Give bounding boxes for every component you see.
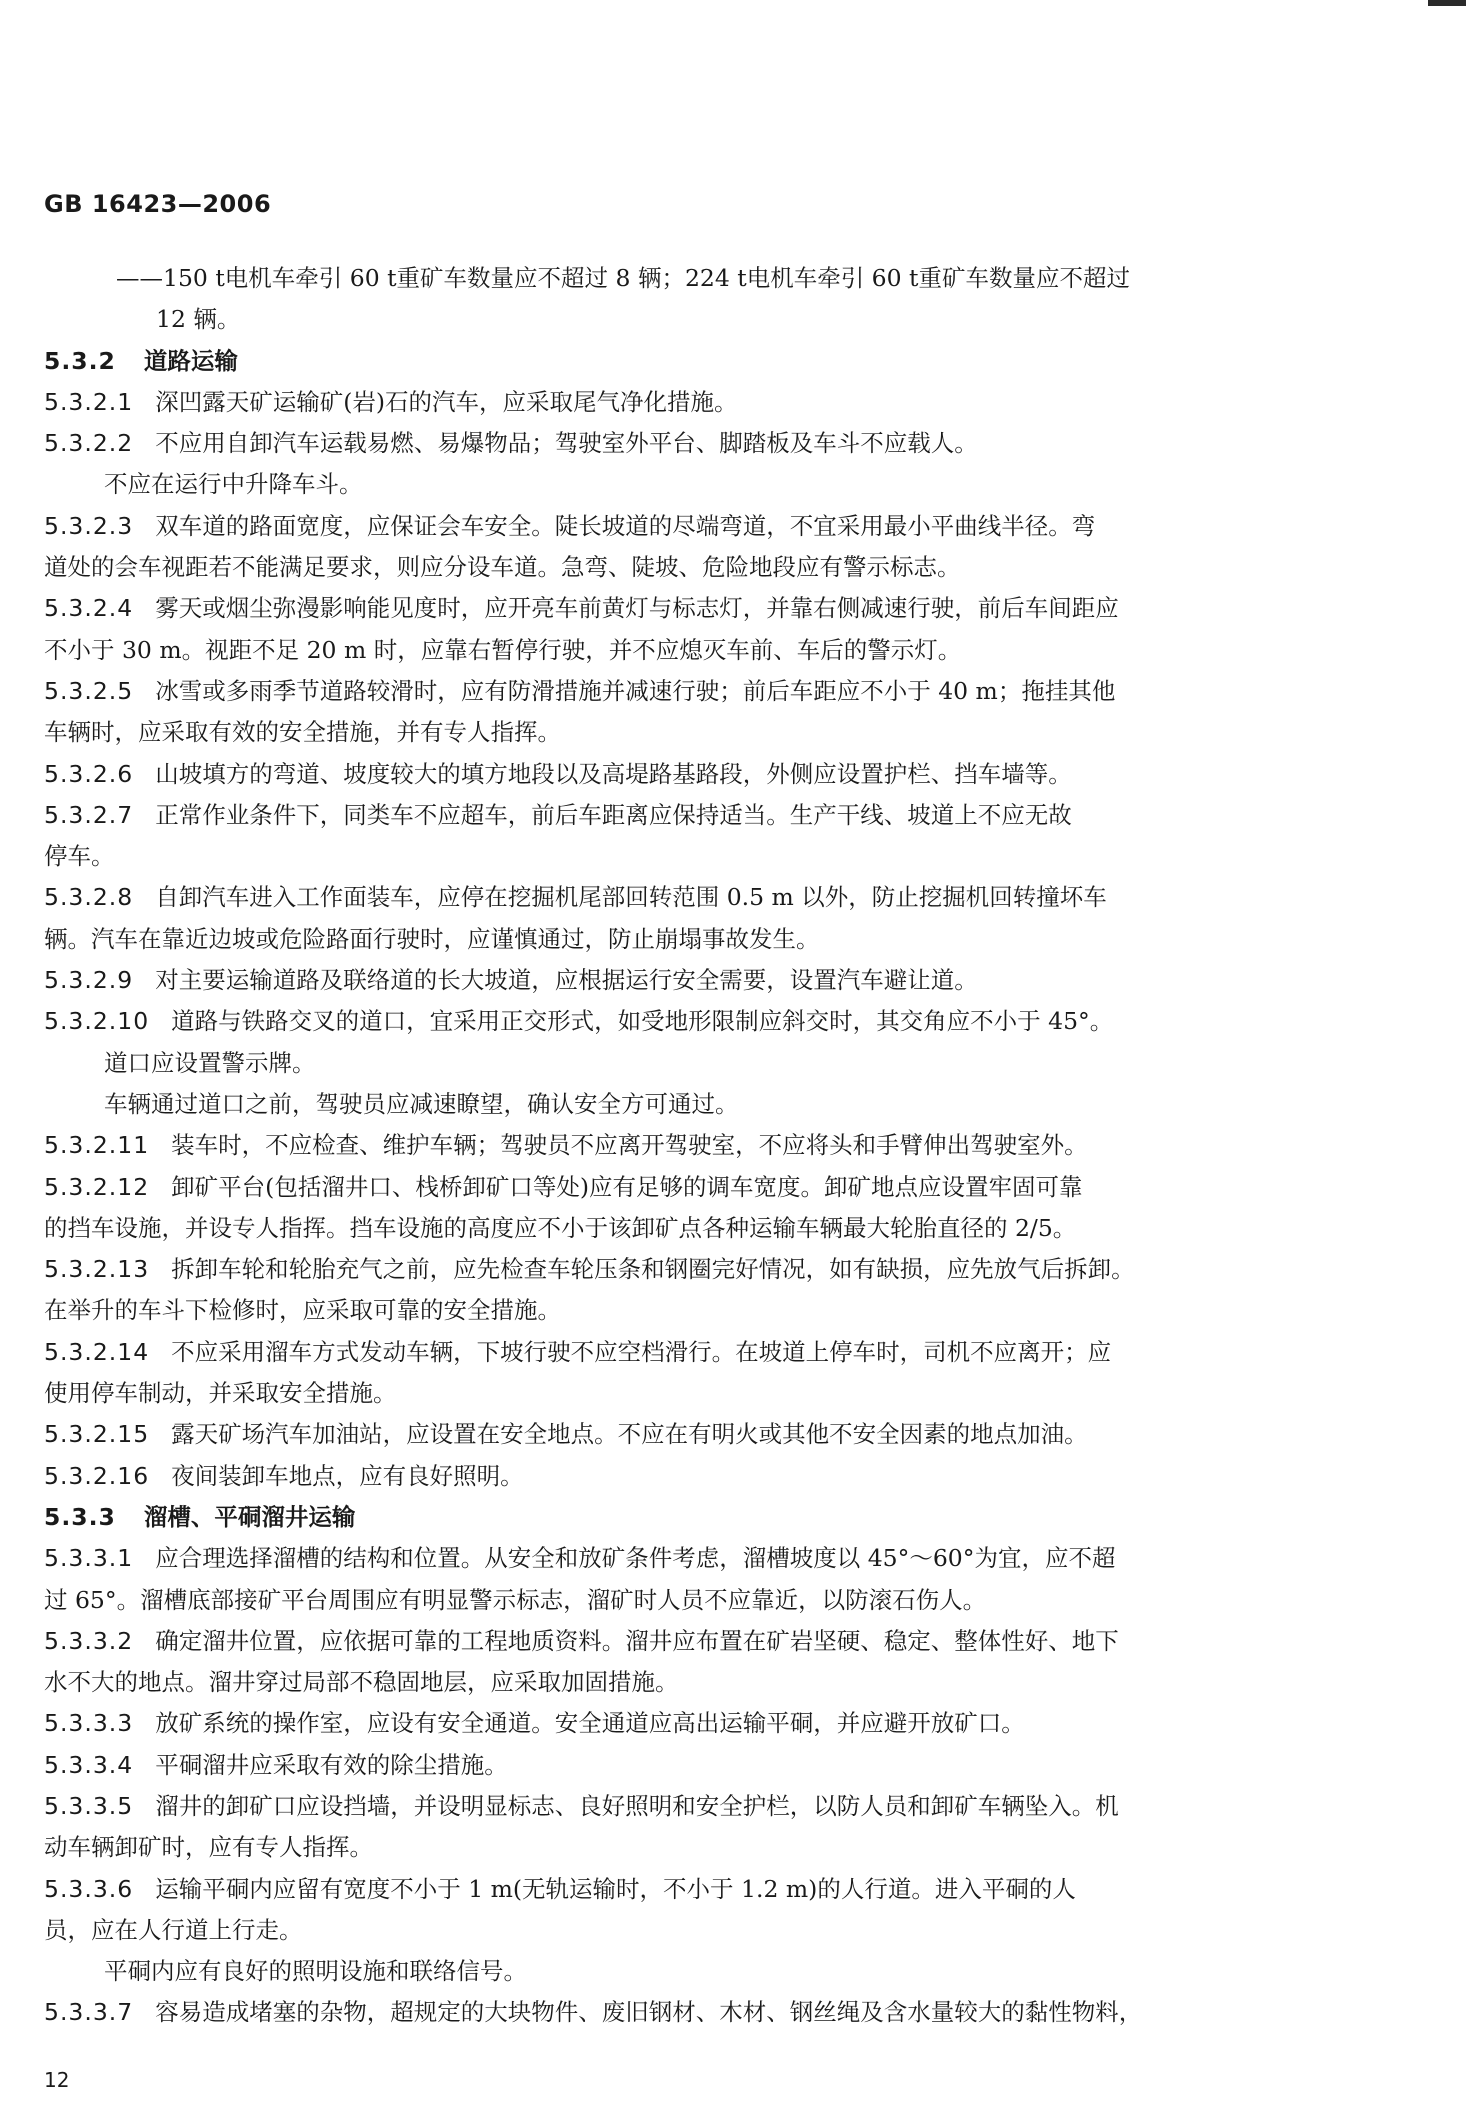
line-text: ——150 t电机车牵引 60 t重矿车数量应不超过 8 辆；224 t电机车牵引 60 t重矿车数量应不超过 [116, 264, 1130, 292]
clause-line [44, 1869, 1324, 1910]
line-text: 平硐内应有良好的照明设施和联络信号。 [104, 1957, 527, 1986]
line-text: 双车道的路面宽度，应保证会车安全。陡长坡道的尽端弯道，不宜采用最小平曲线半径。弯 [155, 511, 1096, 540]
paragraph-line [44, 464, 1324, 505]
clause-line [44, 1332, 1324, 1373]
section-heading [44, 1497, 1324, 1538]
line-text: 不应在运行中升降车斗。 [104, 470, 363, 499]
clause-number: 5.3.2.10 [44, 1007, 150, 1036]
document-code: GB 16423—2006 [44, 190, 272, 218]
clause-line [44, 1786, 1324, 1827]
clause-number: 5.3.2.15 [44, 1420, 150, 1449]
clause-number: 5.3.2.16 [44, 1461, 150, 1490]
clause-number: 5.3.3 [44, 1502, 116, 1531]
clause-line [44, 1538, 1324, 1579]
text-line [44, 547, 1324, 588]
heading-title: 溜槽、平硐溜井运输 [143, 1502, 356, 1531]
line-text: 车辆通过道口之前，驾驶员应减速瞭望，确认安全方可通过。 [104, 1089, 739, 1118]
line-text: 水不大的地点。溜井穿过局部不稳固地层，应采取加固措施。 [44, 1668, 679, 1697]
clause-number: 5.3.2.3 [44, 511, 134, 540]
line-text: 装车时，不应检查、维护车辆；驾驶员不应离开驾驶室，不应将头和手臂伸出驾驶室外。 [171, 1131, 1088, 1160]
clause-line [44, 795, 1324, 836]
line-text: 平硐溜井应采取有效的除尘措施。 [155, 1750, 508, 1779]
clause-number: 5.3.2.4 [44, 594, 134, 623]
clause-number: 5.3.3.4 [44, 1750, 134, 1779]
clause-number: 5.3.3.6 [44, 1874, 134, 1903]
paragraph-line [44, 1084, 1324, 1125]
line-text: 运输平硐内应留有宽度不小于 1 m(无轨运输时，不小于 1.2 m)的人行道。进入平硐的人 [155, 1874, 1076, 1903]
text-line [44, 1580, 1324, 1621]
page-number: 12 [44, 2068, 70, 2092]
clause-line [44, 423, 1324, 464]
paragraph-line [44, 1043, 1324, 1084]
clause-line [44, 1125, 1324, 1166]
corner-mark [1428, 0, 1466, 6]
text-line [44, 712, 1324, 753]
line-text: 车辆时，应采取有效的安全措施，并有专人指挥。 [44, 718, 561, 747]
line-text: 道路与铁路交叉的道口，宜采用正交形式，如受地形限制应斜交时，其交角应不小于 45°。 [171, 1007, 1114, 1036]
text-line [44, 1373, 1324, 1414]
clause-number: 5.3.3.5 [44, 1791, 134, 1820]
line-text: 动车辆卸矿时，应有专人指挥。 [44, 1833, 373, 1862]
clause-line [44, 754, 1324, 795]
clause-line [44, 1414, 1324, 1455]
line-text: 卸矿平台(包括溜井口、栈桥卸矿口等处)应有足够的调车宽度。卸矿地点应设置牢固可靠 [171, 1172, 1083, 1201]
line-text: 辆。汽车在靠近边坡或危险路面行驶时，应谨慎通过，防止崩塌事故发生。 [44, 924, 820, 953]
clause-line [44, 506, 1324, 547]
clause-number: 5.3.2.2 [44, 429, 134, 458]
clause-line [44, 1621, 1324, 1662]
page-body [44, 258, 1324, 2034]
clause-number: 5.3.2.12 [44, 1172, 150, 1201]
clause-number: 5.3.3.1 [44, 1544, 134, 1573]
bullet-line [44, 258, 1324, 299]
clause-number: 5.3.2.6 [44, 759, 134, 788]
heading-title: 道路运输 [143, 346, 238, 375]
clause-number: 5.3.2.7 [44, 800, 134, 829]
line-text: 容易造成堵塞的杂物，超规定的大块物件、废旧钢材、木材、钢丝绳及含水量较大的黏性物料， [155, 1998, 1143, 2027]
text-line [44, 630, 1324, 671]
clause-line [44, 1001, 1324, 1042]
text-line [44, 1662, 1324, 1703]
paragraph-line [44, 1951, 1324, 1992]
clause-line [44, 588, 1324, 629]
clause-line [44, 1992, 1324, 2033]
line-text: 正常作业条件下，同类车不应超车，前后车距离应保持适当。生产干线、坡道上不应无故 [155, 800, 1072, 829]
line-text: 应合理选择溜槽的结构和位置。从安全和放矿条件考虑，溜槽坡度以 45°～60°为宜，应不超 [155, 1544, 1116, 1573]
text-line [44, 836, 1324, 877]
line-text: 夜间装卸车地点，应有良好照明。 [171, 1461, 524, 1490]
text-line [44, 1208, 1324, 1249]
line-text: 不应用自卸汽车运载易燃、易爆物品；驾驶室外平台、脚踏板及车斗不应载人。 [155, 429, 978, 458]
line-text: 在举升的车斗下检修时，应采取可靠的安全措施。 [44, 1296, 561, 1325]
clause-line [44, 1745, 1324, 1786]
clause-number: 5.3.3.3 [44, 1709, 134, 1738]
clause-number: 5.3.2.9 [44, 966, 134, 995]
line-text: 放矿系统的操作室，应设有安全通道。安全通道应高出运输平硐，并应避开放矿口。 [155, 1709, 1025, 1738]
line-text: 停车。 [44, 842, 115, 871]
line-text: 不应采用溜车方式发动车辆，下坡行驶不应空档滑行。在坡道上停车时，司机不应离开；应 [171, 1337, 1112, 1366]
clause-number: 5.3.2.13 [44, 1255, 150, 1284]
clause-line [44, 1249, 1324, 1290]
section-heading [44, 341, 1324, 382]
clause-number: 5.3.2.14 [44, 1337, 150, 1366]
clause-number: 5.3.3.7 [44, 1998, 134, 2027]
line-text: 确定溜井位置，应依据可靠的工程地质资料。溜井应布置在矿岩坚硬、稳定、整体性好、地下 [155, 1626, 1119, 1655]
line-text: 冰雪或多雨季节道路较滑时，应有防滑措施并减速行驶；前后车距应不小于 40 m；拖挂其他 [155, 676, 1116, 705]
text-line [44, 1290, 1324, 1331]
line-text: 露天矿场汽车加油站，应设置在安全地点。不应在有明火或其他不安全因素的地点加油。 [171, 1420, 1088, 1449]
line-text: 深凹露天矿运输矿(岩)石的汽车，应采取尾气净化措施。 [155, 387, 738, 416]
clause-number: 5.3.2.8 [44, 883, 134, 912]
text-line [44, 1910, 1324, 1951]
line-text: 12 辆。 [156, 305, 241, 334]
text-line [44, 919, 1324, 960]
clause-line [44, 1167, 1324, 1208]
line-text: 道处的会车视距若不能满足要求，则应分设车道。急弯、陡坡、危险地段应有警示标志。 [44, 553, 961, 582]
line-text: 溜井的卸矿口应设挡墙，并设明显标志、良好照明和安全护栏，以防人员和卸矿车辆坠入。机 [155, 1791, 1119, 1820]
line-text: 不小于 30 m。视距不足 20 m 时，应靠右暂停行驶，并不应熄灭车前、车后的警示灯。 [44, 635, 962, 664]
line-text: 对主要运输道路及联络道的长大坡道，应根据运行安全需要，设置汽车避让道。 [155, 966, 978, 995]
continuation-line [44, 299, 1324, 340]
clause-line [44, 960, 1324, 1001]
clause-number: 5.3.2.1 [44, 387, 134, 416]
line-text: 道口应设置警示牌。 [104, 1048, 316, 1077]
clause-number: 5.3.2.5 [44, 676, 134, 705]
line-text: 雾天或烟尘弥漫影响能见度时，应开亮车前黄灯与标志灯，并靠右侧减速行驶，前后车间距应 [155, 594, 1119, 623]
clause-line [44, 1703, 1324, 1744]
line-text: 的挡车设施，并设专人指挥。挡车设施的高度应不小于该卸矿点各种运输车辆最大轮胎直径的 2/5。 [44, 1213, 1077, 1242]
clause-line [44, 1456, 1324, 1497]
clause-number: 5.3.2 [44, 346, 116, 375]
clause-line [44, 382, 1324, 423]
text-line [44, 1827, 1324, 1868]
line-text: 自卸汽车进入工作面装车，应停在挖掘机尾部回转范围 0.5 m 以外，防止挖掘机回转撞坏车 [155, 883, 1107, 912]
clause-line [44, 877, 1324, 918]
line-text: 员，应在人行道上行走。 [44, 1915, 303, 1944]
clause-number: 5.3.2.11 [44, 1131, 150, 1160]
clause-number: 5.3.3.2 [44, 1626, 134, 1655]
line-text: 使用停车制动，并采取安全措施。 [44, 1379, 397, 1408]
clause-line [44, 671, 1324, 712]
line-text: 过 65°。溜槽底部接矿平台周围应有明显警示标志，溜矿时人员不应靠近，以防滚石伤人。 [44, 1585, 987, 1614]
line-text: 山坡填方的弯道、坡度较大的填方地段以及高堤路基路段，外侧应设置护栏、挡车墙等。 [155, 759, 1072, 788]
line-text: 拆卸车轮和轮胎充气之前，应先检查车轮压条和钢圈完好情况，如有缺损，应先放气后拆卸。 [171, 1255, 1135, 1284]
